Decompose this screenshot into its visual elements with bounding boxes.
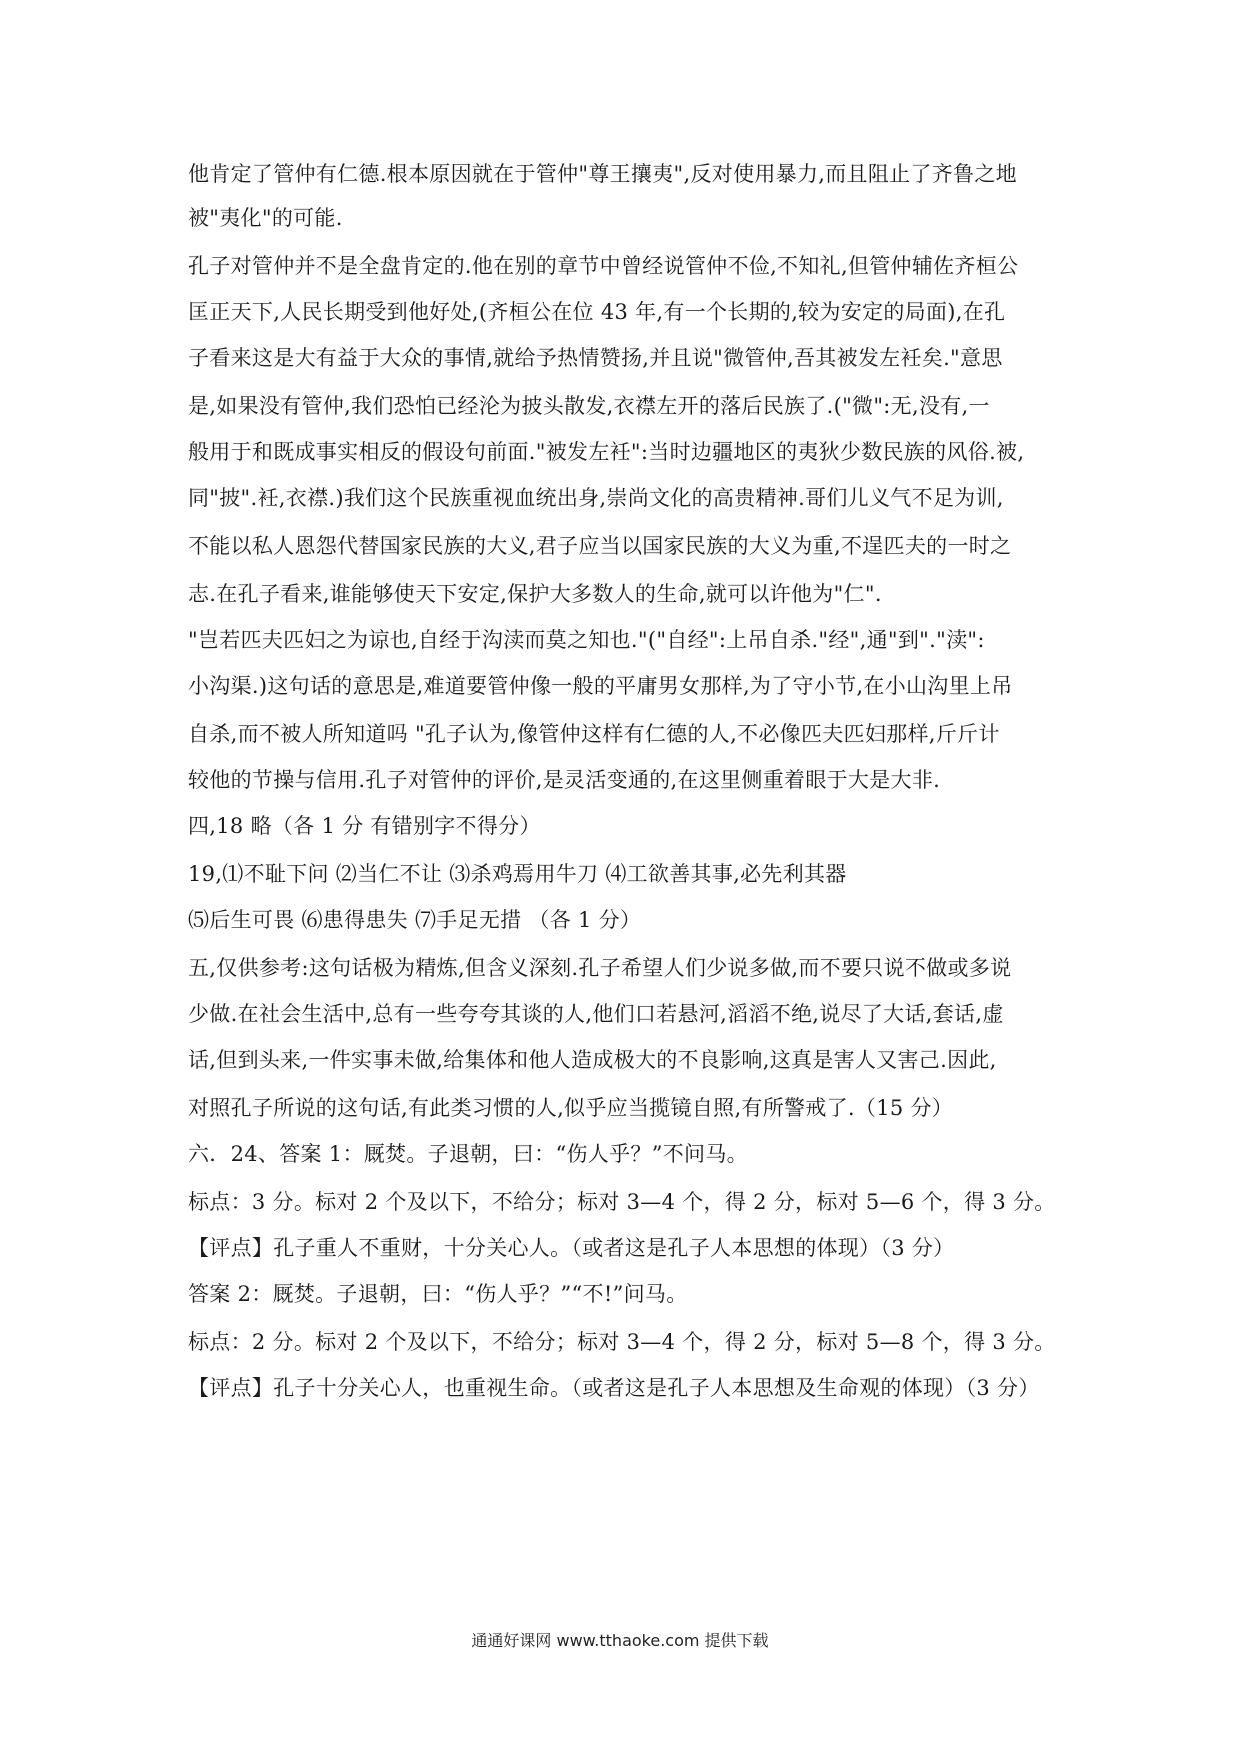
text-line: 小沟渠.)这句话的意思是,难道要管仲像一般的平庸男女那样,为了守小节,在小山沟里上吊 [188,674,1013,698]
page-footer: 通通好课网 www.tthaoke.com 提供下载 [471,1631,769,1650]
text-line: 答案 2：厩焚。子退朝，曰：“伤人乎？”“不!”问马。 [188,1282,688,1306]
text-line: 孔子对管仲并不是全盘肯定的.他在别的章节中曾经说管仲不俭,不知礼,但管仲辅佐齐桓公 [188,254,1019,278]
text-line: 子看来这是大有益于大众的事情,就给予热情赞扬,并且说"微管仲,吾其被发左衽矣."意思 [188,346,1003,370]
text-line: "岂若匹夫匹妇之为谅也,自经于沟渎而莫之知也."("自经":上吊自杀."经",通"到"."渎": [188,628,985,652]
text-line: 同"披".衽,衣襟.)我们这个民族重视血统出身,崇尚文化的高贵精神.哥们儿义气不足为训, [188,486,1004,510]
text-line: 话,但到头来,一件实事未做,给集体和他人造成极大的不良影响,这真是害人又害己.因此, [188,1048,997,1072]
text-line: 19,⑴不耻下问 ⑵当仁不让 ⑶杀鸡焉用牛刀 ⑷工欲善其事,必先利其器 [188,862,847,886]
text-line: 被"夷化"的可能. [188,206,343,230]
text-line: 他肯定了管仲有仁德.根本原因就在于管仲"尊王攘夷",反对使用暴力,而且阻止了齐鲁之地 [188,162,1017,186]
text-line: 少做.在社会生活中,总有一些夸夸其谈的人,他们口若悬河,滔滔不绝,说尽了大话,套话,虚 [188,1002,1004,1026]
text-line: 是,如果没有管仲,我们恐怕已经沦为披头散发,衣襟左开的落后民族了.("微":无,没有,一 [188,394,990,418]
text-line: 对照孔子所说的这句话,有此类习惯的人,似乎应当揽镜自照,有所警戒了.（15 分） [188,1096,954,1120]
text-line: 志.在孔子看来,谁能够使天下安定,保护大多数人的生命,就可以许他为"仁". [188,582,882,606]
text-line: 标点：3 分。标对 2 个及以下，不给分；标对 3—4 个，得 2 分，标对 5—6 个，得 3 分。 [188,1190,1056,1214]
text-line: 标点：2 分。标对 2 个及以下，不给分；标对 3—4 个，得 2 分，标对 5—8 个，得 3 分。 [188,1330,1056,1354]
text-line: 自杀,而不被人所知道吗 "孔子认为,像管仲这样有仁德的人,不必像匹夫匹妇那样,斤斤计 [188,722,1000,746]
text-line: 五,仅供参考:这句话极为精炼,但含义深刻.孔子希望人们少说多做,而不要只说不做或多说 [188,956,1012,980]
text-line: 匡正天下,人民长期受到他好处,(齐桓公在位 43 年,有一个长期的,较为安定的局面),在孔 [188,300,1006,324]
text-line: ⑸后生可畏 ⑹患得患失 ⑺手足无措 （各 1 分） [188,908,642,932]
text-line: 较他的节操与信用.孔子对管仲的评价,是灵活变通的,在这里侧重着眼于大是大非. [188,768,941,792]
text-line: 【评点】孔子十分关心人，也重视生命。（或者这是孔子人本思想及生命观的体现）（3 分） [188,1376,1040,1400]
text-line: 不能以私人恩怨代替国家民族的大义,君子应当以国家民族的大义为重,不逞匹夫的一时之 [188,534,1012,558]
text-line: 四,18 略（各 1 分 有错别字不得分） [188,814,541,838]
text-line: 【评点】孔子重人不重财，十分关心人。（或者这是孔子人本思想的体现）（3 分） [188,1236,955,1260]
text-line: 般用于和既成事实相反的假设句前面."被发左衽":当时边疆地区的夷狄少数民族的风俗.被, [188,440,1025,464]
text-line: 六．24、答案 1：厩焚。子退朝，曰：“伤人乎？”不问马。 [188,1142,748,1166]
